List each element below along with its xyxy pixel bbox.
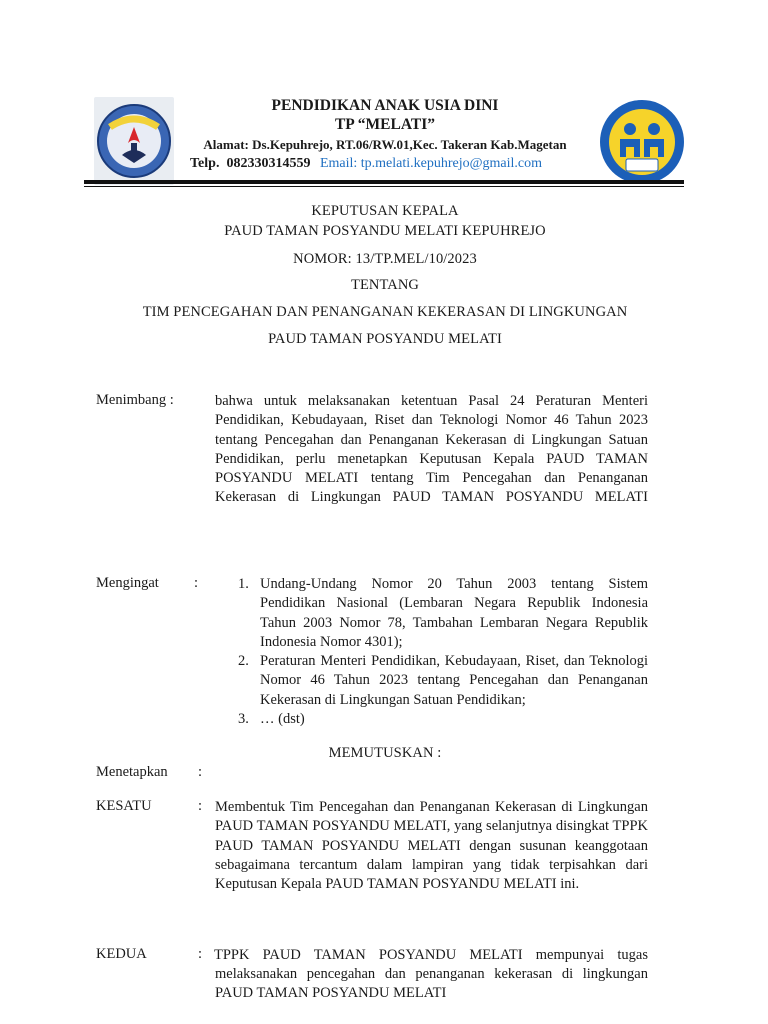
paud-logo-icon [598,95,686,190]
list-item [238,575,648,652]
kedua-text-rest: melaksanakan pencegahan dan penanganan kekerasan di lingkungan PAUD TAMAN POSYANDU MELATI [215,966,648,1002]
school-address: Alamat: Ds.Kepuhrejo, RT.06/RW.01,Kec. Takeran Kab.Magetan [203,137,567,152]
school-name: PENDIDIKAN ANAK USIA DINI [271,97,499,114]
list-item-text: Undang-Undang Nomor 20 Tahun 2003 tentang Sistem Pendidikan Nasional (Lembaran Negara Republik Indonesia Tahun 2003 Nomor 78, Tambahan Lembaran Negara Republik Indonesia Nomor 4301); [260,576,648,650]
decree-subject-line2: PAUD TAMAN POSYANDU MELATI [268,331,502,347]
phone-number: 082330314559 [226,156,311,171]
letterhead-rule-thick [84,180,684,184]
email-address: Email: tp.melati.kepuhrejo@gmail.com [319,156,543,171]
paud-logo [598,95,686,190]
menimbang-label: Menimbang : [96,392,174,408]
list-item [238,710,648,729]
list-item-text: … (dst) [260,711,305,728]
tut-wuri-handayani-logo [94,97,174,185]
menimbang-text: bahwa untuk melaksanakan ketentuan Pasal 24 Peraturan Menteri Pendidikan, Kebudayaan, Riset dan Teknologi Nomor 46 Tahun 2023 tentang Pencegahan dan Penanganan Kekerasan di Lingkungan Satuan Pendidikan, perlu menetapkan Keputusan Kepala PAUD TAMAN POSYANDU MELATI tentang Tim Pencegahan dan Penanganan Kekerasan di Lingkungan PAUD TAMAN POSYANDU MELATI [215,393,648,506]
mengingat-list [238,575,648,729]
decree-title-line2: PAUD TAMAN POSYANDU MELATI KEPUHREJO [224,223,546,239]
mengingat-label: Mengingat [96,575,159,591]
decree-subject-line1: TIM PENCEGAHAN DAN PENANGANAN KEKERASAN DI LINGKUNGAN [142,304,628,320]
phone-label: Telp. [190,156,220,171]
decree-number: NOMOR: 13/TP.MEL/10/2023 [293,251,477,267]
menetapkan-label: Menetapkan [96,764,168,780]
kesatu-label: KESATU [96,798,152,814]
list-item-number: 2. [238,653,249,670]
mengingat-colon: : [194,575,199,591]
list-item-number: 1. [238,576,249,592]
contact-line [190,156,542,172]
decree-title-line1: KEPUTUSAN KEPALA [311,203,459,219]
list-item-text: Peraturan Menteri Pendidikan, Kebudayaan, Riset, dan Teknologi Nomor 46 Tahun 2023 tentang Pencegahan dan Penanganan Kekerasan di Lingkungan Satuan Pendidikan; [260,653,648,708]
kesatu-text: Membentuk Tim Pencegahan dan Penanganan Kekerasan di Lingkungan PAUD TAMAN POSYANDU MELATI, yang selanjutnya disingkat TPPK PAUD TAMAN POSYANDU MELATI dengan susunan keanggotaan sebagaimana tercantum dalam lampiran yang tidak terpisahkan dari Keputusan Kepala PAUD TAMAN POSYANDU MELATI ini. [215,799,648,893]
kesatu-colon: : [198,798,203,814]
menetapkan-colon: : [198,764,203,780]
kedua-colon: : [198,946,203,962]
decree-about: TENTANG [351,277,419,293]
list-item [238,652,648,710]
letterhead-rule-thin [84,186,684,187]
memutuskan-heading: MEMUTUSKAN : [328,745,442,761]
list-item-number: 3. [238,711,249,728]
kedua-text-first-line: TPPK PAUD TAMAN POSYANDU MELATI mempunyai tugas [214,947,648,963]
school-tp-name: TP “MELATI” [334,116,436,133]
tut-wuri-handayani-icon [94,97,174,185]
kedua-label: KEDUA [96,946,147,962]
